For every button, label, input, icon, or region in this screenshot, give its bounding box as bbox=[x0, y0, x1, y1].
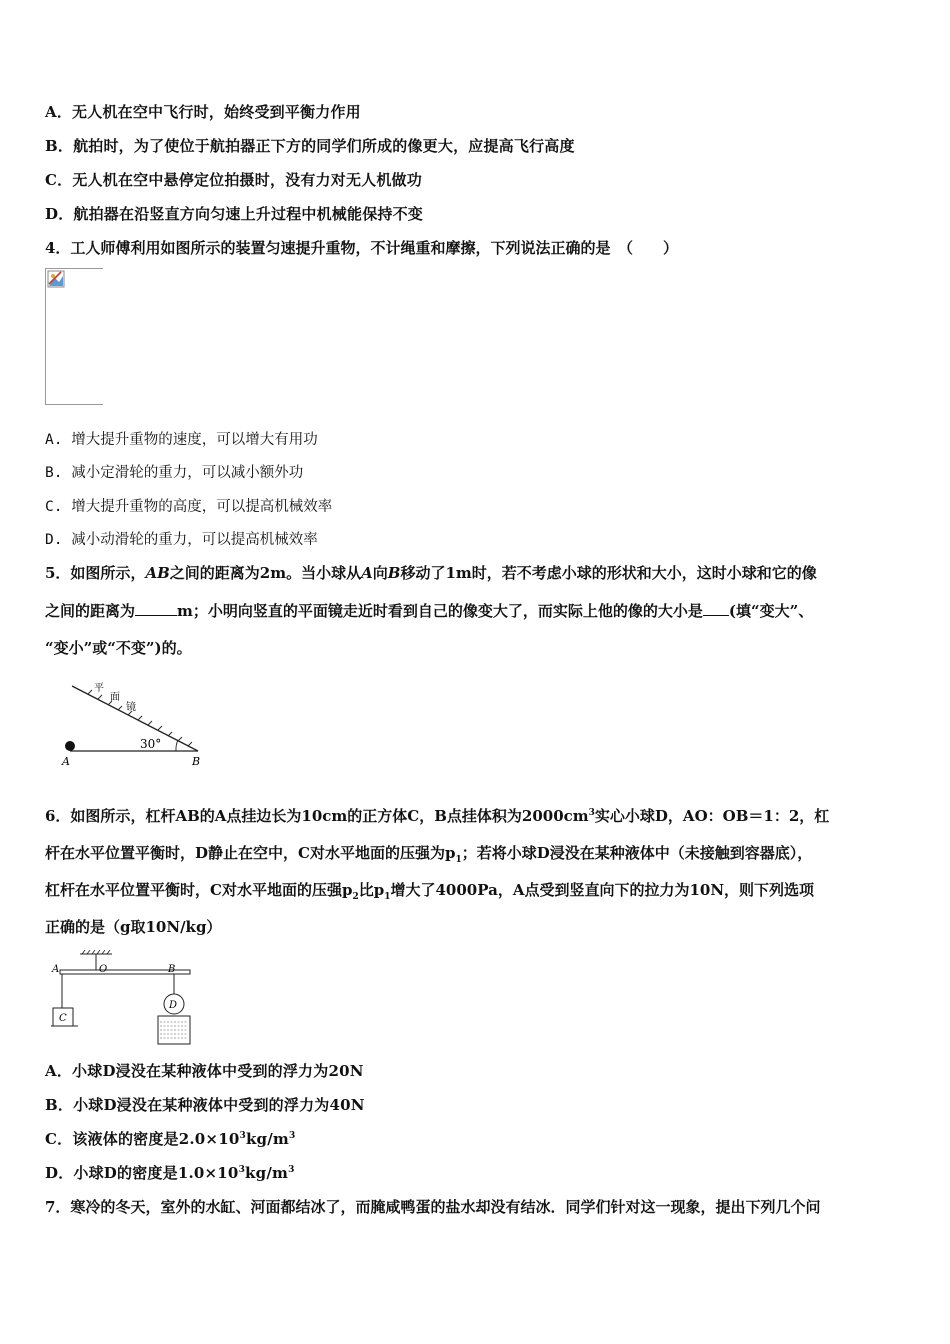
q4-option-c: C. 增大提升重物的高度，可以提高机械效率 bbox=[45, 499, 333, 515]
q5-line-1: 5．如图所示，AB之间的距离为2m。当小球从A向B移动了1m时，若不考虑小球的形状和大小，这时小球和它的像 bbox=[45, 564, 817, 582]
q7-line-1: 7．寒冷的冬天，室外的水缸、河面都结冰了，而腌咸鸭蛋的盐水却没有结冰．同学们针对这一现象，提出下列几个问 bbox=[45, 1198, 821, 1216]
q4-option-b: B. 减小定滑轮的重力，可以减小额外功 bbox=[45, 465, 304, 481]
q3-option-a: A．无人机在空中飞行时，始终受到平衡力作用 bbox=[45, 103, 361, 121]
q6-line-4: 正确的是（g取10N/kg） bbox=[45, 918, 222, 936]
answer-blank-1 bbox=[135, 601, 177, 616]
q3-option-d: D．航拍器在沿竖直方向匀速上升过程中机械能保持不变 bbox=[45, 205, 424, 223]
q4-stem: 4．工人师傅利用如图所示的装置匀速提升重物，不计绳重和摩擦，下列说法正确的是 （ ） bbox=[45, 239, 678, 257]
q6-option-a: A．小球D浸没在某种液体中受到的浮力为20N bbox=[45, 1062, 364, 1080]
q6-option-b: B．小球D浸没在某种液体中受到的浮力为40N bbox=[45, 1096, 365, 1114]
point-b-label: B bbox=[192, 755, 201, 768]
ball bbox=[65, 741, 75, 751]
q6-line-1: 6．如图所示，杠杆AB的A点挂边长为10cm的正方体C，B点挂体积为$2000cm^3$实心小球D，AO：OB＝1：2，杠 bbox=[45, 807, 830, 825]
mirror-label-2: 面 bbox=[110, 692, 120, 703]
lever-o-label: O bbox=[99, 964, 108, 975]
q6-option-d: D．小球D的密度是$1.0\times 10^3kg/m^3$ bbox=[45, 1164, 295, 1182]
q6-line-3: 杠杆在水平位置平衡时，C对水平地面的压强$p_2$比$p_1$增大了4000Pa，A点受到竖直向下的拉力为10N，则下列选项 bbox=[45, 881, 815, 902]
mirror-label-3: 镜 bbox=[126, 702, 136, 713]
q4-option-a: A. 增大提升重物的速度，可以增大有用功 bbox=[45, 432, 318, 448]
lever-b-label: B bbox=[168, 964, 176, 975]
q3-option-c: C．无人机在空中悬停定位拍摄时，没有力对无人机做功 bbox=[45, 171, 422, 189]
q4-option-d: D. 减小动滑轮的重力，可以提高机械效率 bbox=[45, 532, 318, 548]
q6-line-2: 杆在水平位置平衡时，D静止在空中，C对水平地面的压强为$p_1$；若将小球D浸没在某种液体中（未接触到容器底）， bbox=[45, 844, 813, 865]
cube-c-label: C bbox=[59, 1013, 67, 1024]
broken-image-icon bbox=[45, 268, 103, 405]
angle-label: 30° bbox=[140, 737, 162, 751]
ceiling-hatching bbox=[82, 950, 110, 954]
q5-line-2: 之间的距离为 m；小明向竖直的平面镜走近时看到自己的像变大了，而实际上他的像的大小是 (填“变大”、 bbox=[45, 602, 814, 620]
ball-d-label: D bbox=[169, 1000, 178, 1011]
point-a-label: A bbox=[62, 755, 70, 768]
answer-blank-2 bbox=[703, 601, 729, 616]
q6-option-c: C．该液体的密度是$2.0\times 10^3kg/m^3$ bbox=[45, 1130, 296, 1148]
q5-line-3: “变小”或“不变”)的。 bbox=[45, 639, 192, 657]
q3-option-b: B．航拍时，为了使位于航拍器正下方的同学们所成的像更大，应提高飞行高度 bbox=[45, 137, 575, 155]
mirror-label-1: 平 bbox=[94, 683, 104, 694]
q4-broken-image bbox=[45, 268, 103, 405]
q5-mirror-figure bbox=[58, 678, 208, 770]
lever-a-label: A bbox=[52, 964, 60, 975]
q6-lever-figure bbox=[48, 950, 198, 1046]
